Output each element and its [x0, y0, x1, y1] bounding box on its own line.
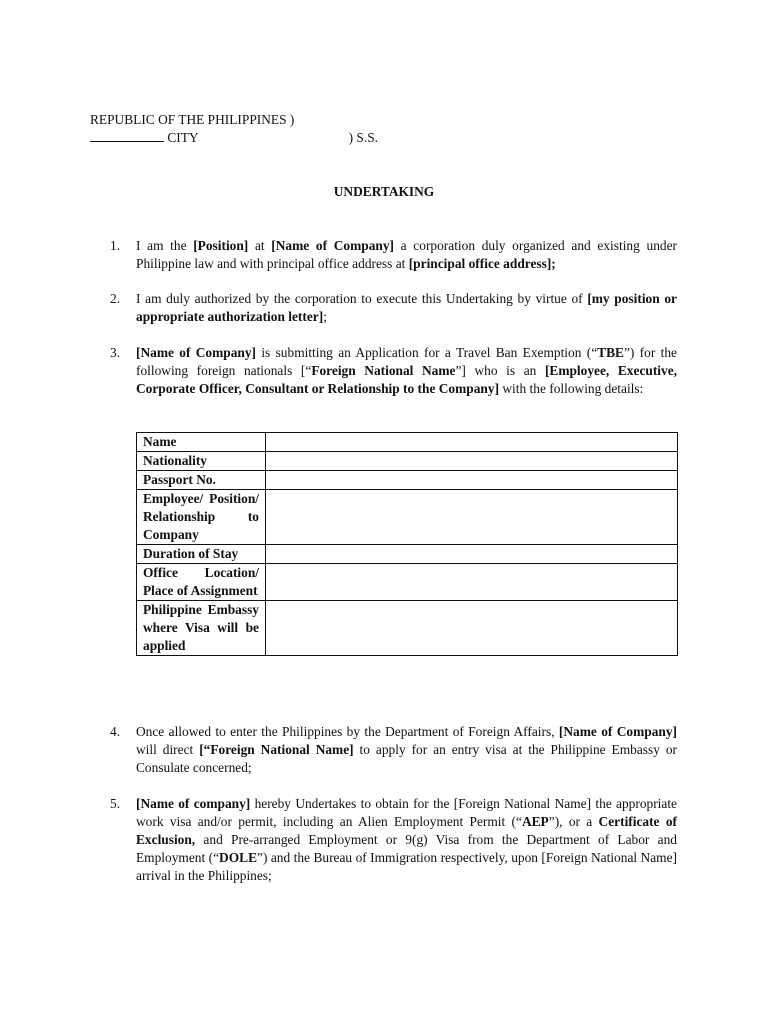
text-segment: hereby Undertakes to obtain for the [Foreign National Name] the appropriate work visa and/or permit, including an Alien Employment Permit (“	[136, 796, 677, 829]
table-row	[137, 452, 678, 471]
bold-text-segment: AEP	[521, 814, 549, 829]
bold-text-segment: [Name of Company]	[271, 238, 394, 253]
bold-text-segment: [Name of Company]	[558, 724, 677, 739]
field-label: Passport No.	[137, 471, 266, 490]
list-item-number: 3.	[110, 345, 121, 360]
list-item-number: 1.	[110, 238, 121, 253]
field-value	[266, 433, 678, 452]
table-row	[137, 433, 678, 452]
field-value	[266, 545, 678, 564]
table-row	[137, 490, 678, 545]
bold-text-segment: TBE	[597, 345, 624, 360]
field-label: Office Location/ Place of Assignment	[137, 564, 266, 601]
table-row	[137, 545, 678, 564]
table-row	[137, 601, 678, 656]
field-label: Philippine Embassy where Visa will be applied	[137, 601, 266, 656]
list-item-number: 5.	[110, 796, 121, 811]
bold-text-segment: [Employee, Executive, Corporate Officer, Consultant or Relationship to the Company]	[136, 363, 678, 396]
field-value	[266, 471, 678, 490]
bold-text-segment: [“Foreign National Name]	[199, 742, 354, 757]
field-label: Name	[137, 433, 266, 452]
bold-text-segment: Certificate of Exclusion,	[136, 814, 677, 847]
text-segment: at	[248, 238, 272, 253]
field-label: Duration of Stay	[137, 545, 266, 564]
bold-text-segment: Foreign National Name	[311, 363, 456, 378]
list-item-number: 4.	[110, 724, 121, 739]
bold-text-segment: [my position or appropriate authorization letter]	[136, 291, 677, 324]
text-segment: and Pre-arranged Employment or 9(g) Visa from the Department of Labor and Employment (“	[136, 832, 677, 865]
ss-label: ) S.S.	[348, 130, 378, 145]
list-item-2	[110, 290, 677, 326]
text-segment: ”) and the Bureau of Immigration respectively, upon [Foreign National Name] arrival in the Philippines;	[136, 850, 677, 883]
table-row	[137, 471, 678, 490]
list-item-number: 2.	[110, 291, 121, 306]
city-blank-line	[90, 129, 164, 142]
text-segment: ”] who is an	[455, 363, 545, 378]
list-item-5	[110, 795, 677, 885]
list-item-3	[110, 344, 677, 398]
list-item-text	[136, 290, 677, 326]
text-segment: I am duly authorized by the corporation to execute this Undertaking by virtue of	[136, 291, 588, 306]
bold-text-segment: [Name of Company]	[136, 345, 256, 360]
field-value	[266, 564, 678, 601]
details-table	[136, 432, 678, 656]
text-segment: I am the	[136, 238, 194, 253]
text-segment: will direct	[136, 742, 200, 757]
document-title: UNDERTAKING	[333, 184, 435, 199]
list-item-4	[110, 723, 677, 777]
jurisdiction-line-republic: REPUBLIC OF THE PHILIPPINES )	[90, 112, 295, 127]
bold-text-segment: [Name of company]	[136, 796, 251, 811]
city-label: CITY	[164, 130, 199, 145]
list-item-1	[110, 237, 677, 273]
jurisdiction-line-city	[90, 129, 490, 147]
field-value	[266, 490, 678, 545]
table-row	[137, 564, 678, 601]
list-item-text	[136, 723, 677, 777]
text-segment: ”) for the following foreign nationals [“	[136, 345, 677, 378]
text-segment: ;	[323, 309, 327, 324]
text-segment: to apply for an entry visa at the Philippine Embassy or Consulate concerned;	[136, 742, 677, 775]
text-segment: is submitting an Application for a Travel Ban Exemption (“	[256, 345, 598, 360]
field-value	[266, 601, 678, 656]
list-item-text	[136, 237, 677, 273]
text-segment: ”), or a	[548, 814, 599, 829]
text-segment: Once allowed to enter the Philippines by the Department of Foreign Affairs,	[136, 724, 559, 739]
bold-text-segment: [principal office address];	[408, 256, 556, 271]
field-value	[266, 452, 678, 471]
list-item-text	[136, 795, 677, 885]
field-label: Nationality	[137, 452, 266, 471]
text-segment: a corporation duly organized and existing under Philippine law and with principal office address at	[136, 238, 677, 271]
bold-text-segment: DOLE	[219, 850, 257, 865]
text-segment: with the following details:	[499, 381, 644, 396]
field-label: Employee/ Position/ Relationship to Company	[137, 490, 266, 545]
list-item-text	[136, 344, 677, 398]
bold-text-segment: [Position]	[193, 238, 249, 253]
